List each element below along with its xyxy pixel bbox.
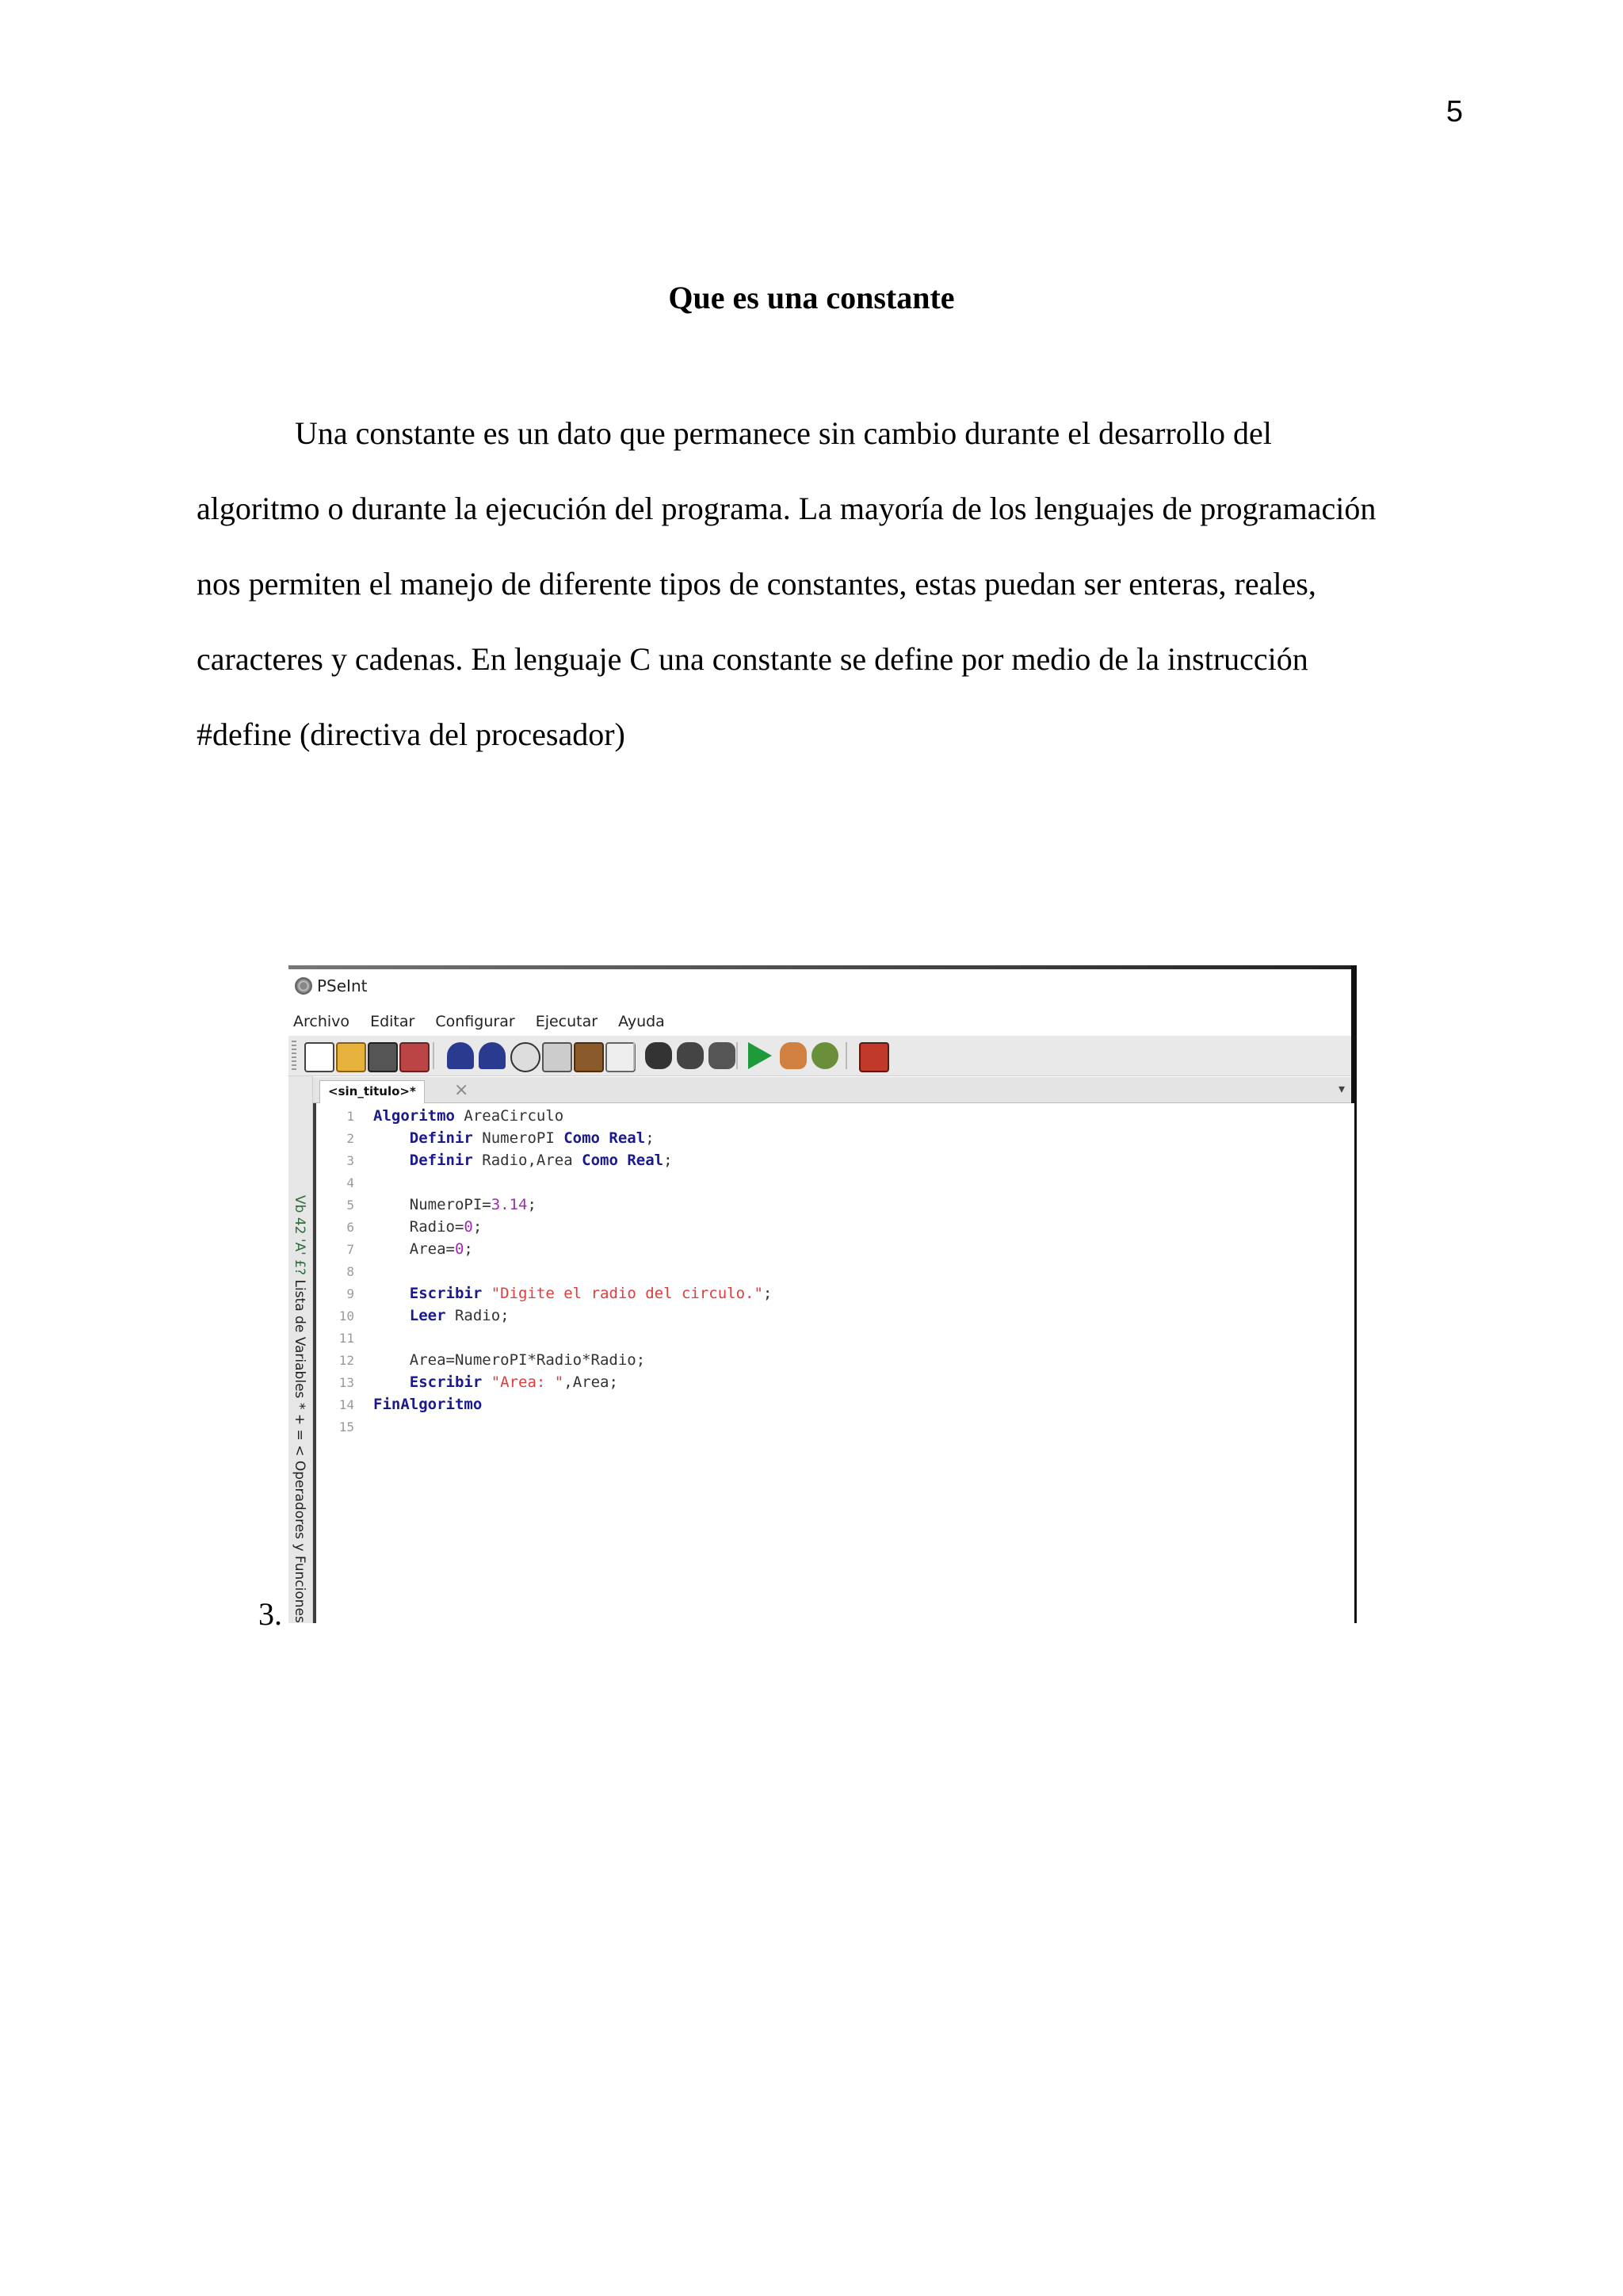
line-number: 13 [338, 1375, 354, 1390]
close-icon[interactable]: × [454, 1080, 469, 1100]
code-token [373, 1129, 410, 1147]
code-token: Radio,Area [472, 1152, 582, 1169]
code-token: Escribir [409, 1373, 483, 1391]
edit-icon[interactable] [605, 1042, 636, 1072]
section-heading: Que es una constante [668, 280, 955, 315]
code-token: 0 [464, 1218, 473, 1236]
editor-tab-bar [313, 1077, 1351, 1103]
debug-icon[interactable] [812, 1042, 838, 1069]
code-line[interactable] [316, 1127, 655, 1149]
menu-configurar[interactable]: Configurar [435, 1013, 515, 1030]
code-line[interactable] [316, 1305, 510, 1327]
step-icon[interactable] [780, 1042, 807, 1069]
new-file-icon[interactable] [304, 1042, 334, 1072]
side-panel [288, 1076, 313, 1623]
line-number: 9 [346, 1286, 354, 1301]
code-token: ; [645, 1129, 655, 1147]
code-token: ; [609, 1373, 618, 1391]
window-title: PSeInt [317, 976, 368, 995]
menu-bar [293, 1013, 681, 1030]
code-token: Como Real [582, 1152, 664, 1169]
code-editor[interactable] [313, 1103, 1354, 1623]
tab-sin-titulo[interactable]: <sin_titulo>* [319, 1080, 425, 1103]
menu-archivo[interactable]: Archivo [293, 1013, 350, 1030]
replace-icon[interactable] [677, 1042, 704, 1069]
code-line[interactable] [316, 1282, 772, 1305]
code-line[interactable] [316, 1194, 537, 1216]
line-number: 12 [338, 1353, 354, 1368]
line-number: 1 [346, 1109, 354, 1124]
code-token: ; [636, 1351, 646, 1369]
code-token: ; [663, 1152, 673, 1169]
variables-panel-tab[interactable]: Vb 42 'A' £? Lista de Variables [292, 1195, 307, 1399]
toolbar-separator [846, 1042, 847, 1069]
code-token: AreaCirculo [454, 1107, 564, 1125]
save-icon[interactable] [368, 1042, 398, 1072]
code-token: Leer [409, 1307, 446, 1324]
toolbar-separator [736, 1042, 738, 1069]
code-token: NumeroPI= [373, 1196, 491, 1213]
toolbar-separator [633, 1042, 635, 1069]
code-token: FinAlgoritmo [373, 1396, 483, 1413]
code-token: "Digite el radio del circulo." [491, 1285, 763, 1302]
menu-editar[interactable]: Editar [370, 1013, 415, 1030]
code-token: ; [527, 1196, 537, 1213]
code-line[interactable] [316, 1149, 673, 1171]
paste-icon[interactable] [574, 1042, 604, 1072]
code-token: Escribir [409, 1285, 483, 1302]
undo-icon[interactable] [447, 1042, 474, 1069]
operators-panel-tab[interactable]: * + = < Operadores y Funciones [292, 1403, 307, 1623]
paragraph-line: nos permiten el manejo de diferente tipos de constantes, estas puedan ser enteras, reales, [197, 566, 1316, 602]
code-token [373, 1285, 410, 1302]
line-number: 6 [346, 1220, 354, 1235]
run-icon[interactable] [748, 1042, 772, 1069]
list-number: 3. [258, 1596, 282, 1632]
toolbar-separator [433, 1042, 434, 1069]
line-number: 2 [346, 1131, 354, 1146]
pseint-screenshot [288, 965, 1357, 1623]
code-token: ; [762, 1285, 773, 1302]
help-icon[interactable] [859, 1042, 889, 1072]
indent-icon[interactable] [708, 1042, 735, 1069]
code-token: ,Area [563, 1373, 609, 1391]
paragraph-line: Una constante es un dato que permanece sin cambio durante el desarrollo del [295, 415, 1272, 451]
line-number: 14 [338, 1397, 354, 1412]
code-token: ; [500, 1307, 510, 1324]
code-token: Radio [445, 1307, 501, 1324]
save-as-icon[interactable] [399, 1042, 430, 1072]
open-folder-icon[interactable] [336, 1042, 366, 1072]
code-line[interactable] [316, 1216, 482, 1238]
code-line[interactable] [316, 1327, 373, 1349]
redo-icon[interactable] [479, 1042, 506, 1069]
line-number: 4 [346, 1175, 354, 1190]
code-token: Area= [373, 1240, 455, 1258]
code-token: Algoritmo [373, 1107, 455, 1125]
code-line[interactable] [316, 1349, 645, 1371]
code-line[interactable] [316, 1238, 473, 1260]
chevron-down-icon[interactable]: ▾ [1338, 1081, 1345, 1096]
code-token: Definir [409, 1152, 473, 1169]
code-token: ; [464, 1240, 473, 1258]
code-line[interactable] [316, 1393, 482, 1415]
line-number: 11 [338, 1331, 354, 1346]
code-token: ; [472, 1218, 483, 1236]
cut-icon[interactable] [510, 1042, 540, 1072]
paragraph-line: #define (directiva del procesador) [197, 716, 625, 752]
toolbar-grip[interactable] [292, 1041, 296, 1071]
page-number: 5 [1445, 95, 1463, 128]
code-token: Como Real [563, 1129, 646, 1147]
code-token [373, 1152, 410, 1169]
code-token: Radio= [373, 1218, 464, 1236]
search-icon[interactable] [645, 1042, 672, 1069]
code-line[interactable] [316, 1415, 373, 1438]
code-line[interactable] [316, 1171, 373, 1194]
code-token [373, 1307, 410, 1324]
code-token [482, 1285, 491, 1302]
code-line[interactable] [316, 1371, 618, 1393]
code-token: 3.14 [491, 1196, 528, 1213]
line-number: 10 [338, 1308, 354, 1324]
code-token: 0 [454, 1240, 464, 1258]
code-token: "Area: " [491, 1373, 564, 1391]
code-token: Definir [409, 1129, 473, 1147]
line-number: 15 [338, 1419, 354, 1435]
line-number: 5 [346, 1198, 354, 1213]
menu-ejecutar[interactable]: Ejecutar [535, 1013, 598, 1030]
pseint-logo-icon [295, 977, 312, 995]
window-titlebar [288, 976, 367, 1000]
menu-ayuda[interactable]: Ayuda [618, 1013, 665, 1030]
code-token [373, 1373, 410, 1391]
line-number: 8 [346, 1264, 354, 1279]
paragraph-line: caracteres y cadenas. En lenguaje C una constante se define por medio de la instrucción [197, 641, 1308, 677]
toolbar [288, 1036, 1351, 1076]
line-number: 7 [346, 1242, 354, 1257]
code-line[interactable] [316, 1260, 373, 1282]
line-number: 3 [346, 1153, 354, 1168]
code-token: NumeroPI [472, 1129, 564, 1147]
code-line[interactable] [316, 1105, 563, 1127]
code-token [482, 1373, 491, 1391]
code-token: Area=NumeroPI*Radio*Radio [373, 1351, 636, 1369]
paragraph-line: algoritmo o durante la ejecución del programa. La mayoría de los lenguajes de programación [197, 491, 1377, 526]
screenshot-border-top [288, 965, 1357, 969]
copy-icon[interactable] [542, 1042, 572, 1072]
